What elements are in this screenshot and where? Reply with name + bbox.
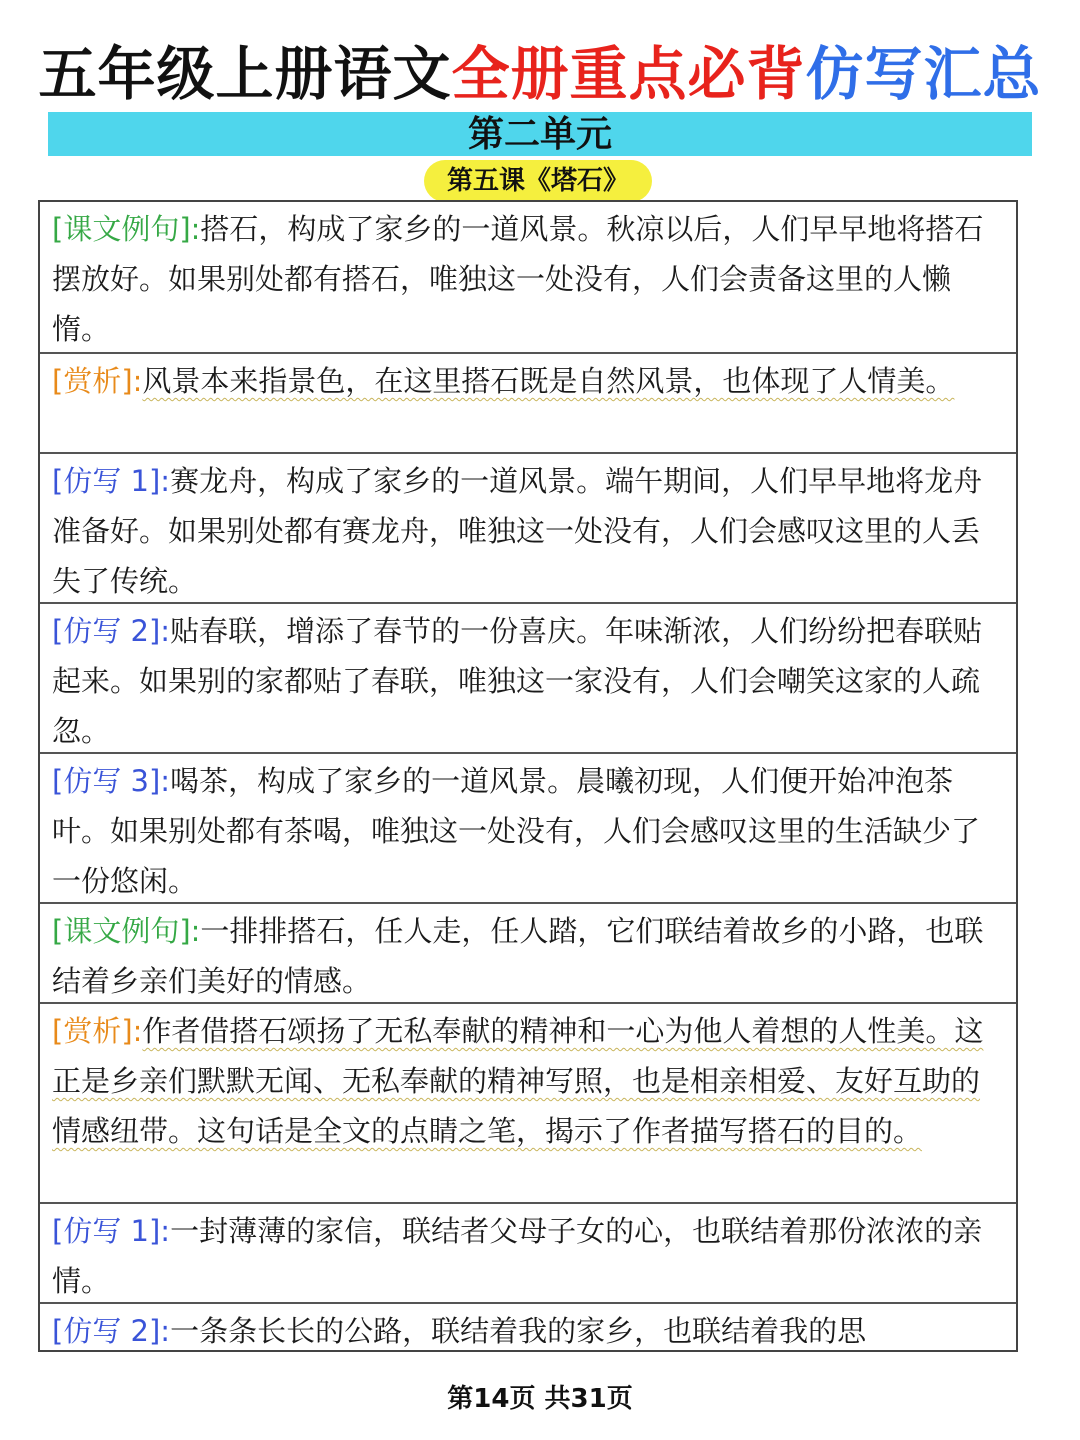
row-text: 作者借搭石颂扬了无私奉献的精神和一心为他人着想的人性美。这正是乡亲们默默无闻、无私奉献的精神写照，也是相亲相爱、友好互助的情感纽带。这句话是全文的点睛之笔，揭示了作者描写搭石的目的。 xyxy=(52,1014,984,1148)
row-text: 一封薄薄的家信，联结者父母子女的心，也联结着那份浓浓的亲情。 xyxy=(52,1214,983,1298)
lesson-heading: 第五课《塔石》 xyxy=(424,160,652,202)
title-part-3: 仿写汇总 xyxy=(805,40,1042,108)
row-text: 风景本来指景色，在这里搭石既是自然风景，也体现了人情美。 xyxy=(142,364,955,398)
table-row xyxy=(40,202,1016,354)
title-part-1: 五年级上册语文 xyxy=(38,40,452,108)
row-tag: [课文例句]: xyxy=(52,914,201,948)
page-title xyxy=(0,38,1080,110)
row-tag: [课文例句]: xyxy=(52,212,201,246)
unit-heading: 第二单元 xyxy=(48,112,1032,156)
table-row xyxy=(40,454,1016,604)
row-text: 一排排搭石，任人走，任人踏，它们联结着故乡的小路，也联结着乡亲们美好的情感。 xyxy=(52,914,984,998)
row-tag: [仿写 1]: xyxy=(52,464,171,498)
row-text: 搭石，构成了家乡的一道风景。秋凉以后，人们早早地将搭石摆放好。如果别处都有搭石，唯独这一处没有，人们会责备这里的人懒惰。 xyxy=(52,212,984,346)
table-row xyxy=(40,904,1016,1004)
row-tag: [仿写 3]: xyxy=(52,764,171,798)
row-tag: [仿写 1]: xyxy=(52,1214,171,1248)
row-text: 喝茶，构成了家乡的一道风景。晨曦初现，人们便开始冲泡茶叶。如果别处都有茶喝，唯独这一处没有，人们会感叹这里的生活缺少了一份悠闲。 xyxy=(52,764,981,898)
table-row xyxy=(40,354,1016,454)
row-tag: [赏析]: xyxy=(52,1014,143,1048)
row-text: 一条条长长的公路，联结着我的家乡，也联结着我的思 xyxy=(170,1314,867,1348)
table-row xyxy=(40,1304,1016,1350)
table-row xyxy=(40,1204,1016,1304)
table-row xyxy=(40,754,1016,904)
row-tag: [仿写 2]: xyxy=(52,614,171,648)
page-number: 第14页 共31页 xyxy=(447,1384,633,1414)
row-tag: [赏析]: xyxy=(52,364,143,398)
title-part-2: 全册重点必背 xyxy=(451,40,806,108)
row-text: 贴春联，增添了春节的一份喜庆。年味渐浓，人们纷纷把春联贴起来。如果别的家都贴了春联，唯独这一家没有，人们会嘲笑这家的人疏忽。 xyxy=(52,614,983,748)
table-row xyxy=(40,1004,1016,1204)
table-row xyxy=(40,604,1016,754)
row-tag: [仿写 2]: xyxy=(52,1314,171,1348)
row-text: 赛龙舟，构成了家乡的一道风景。端午期间，人们早早地将龙舟准备好。如果别处都有赛龙舟，唯独这一处没有，人们会感叹这里的人丢失了传统。 xyxy=(52,464,983,598)
content-table xyxy=(38,200,1018,1352)
